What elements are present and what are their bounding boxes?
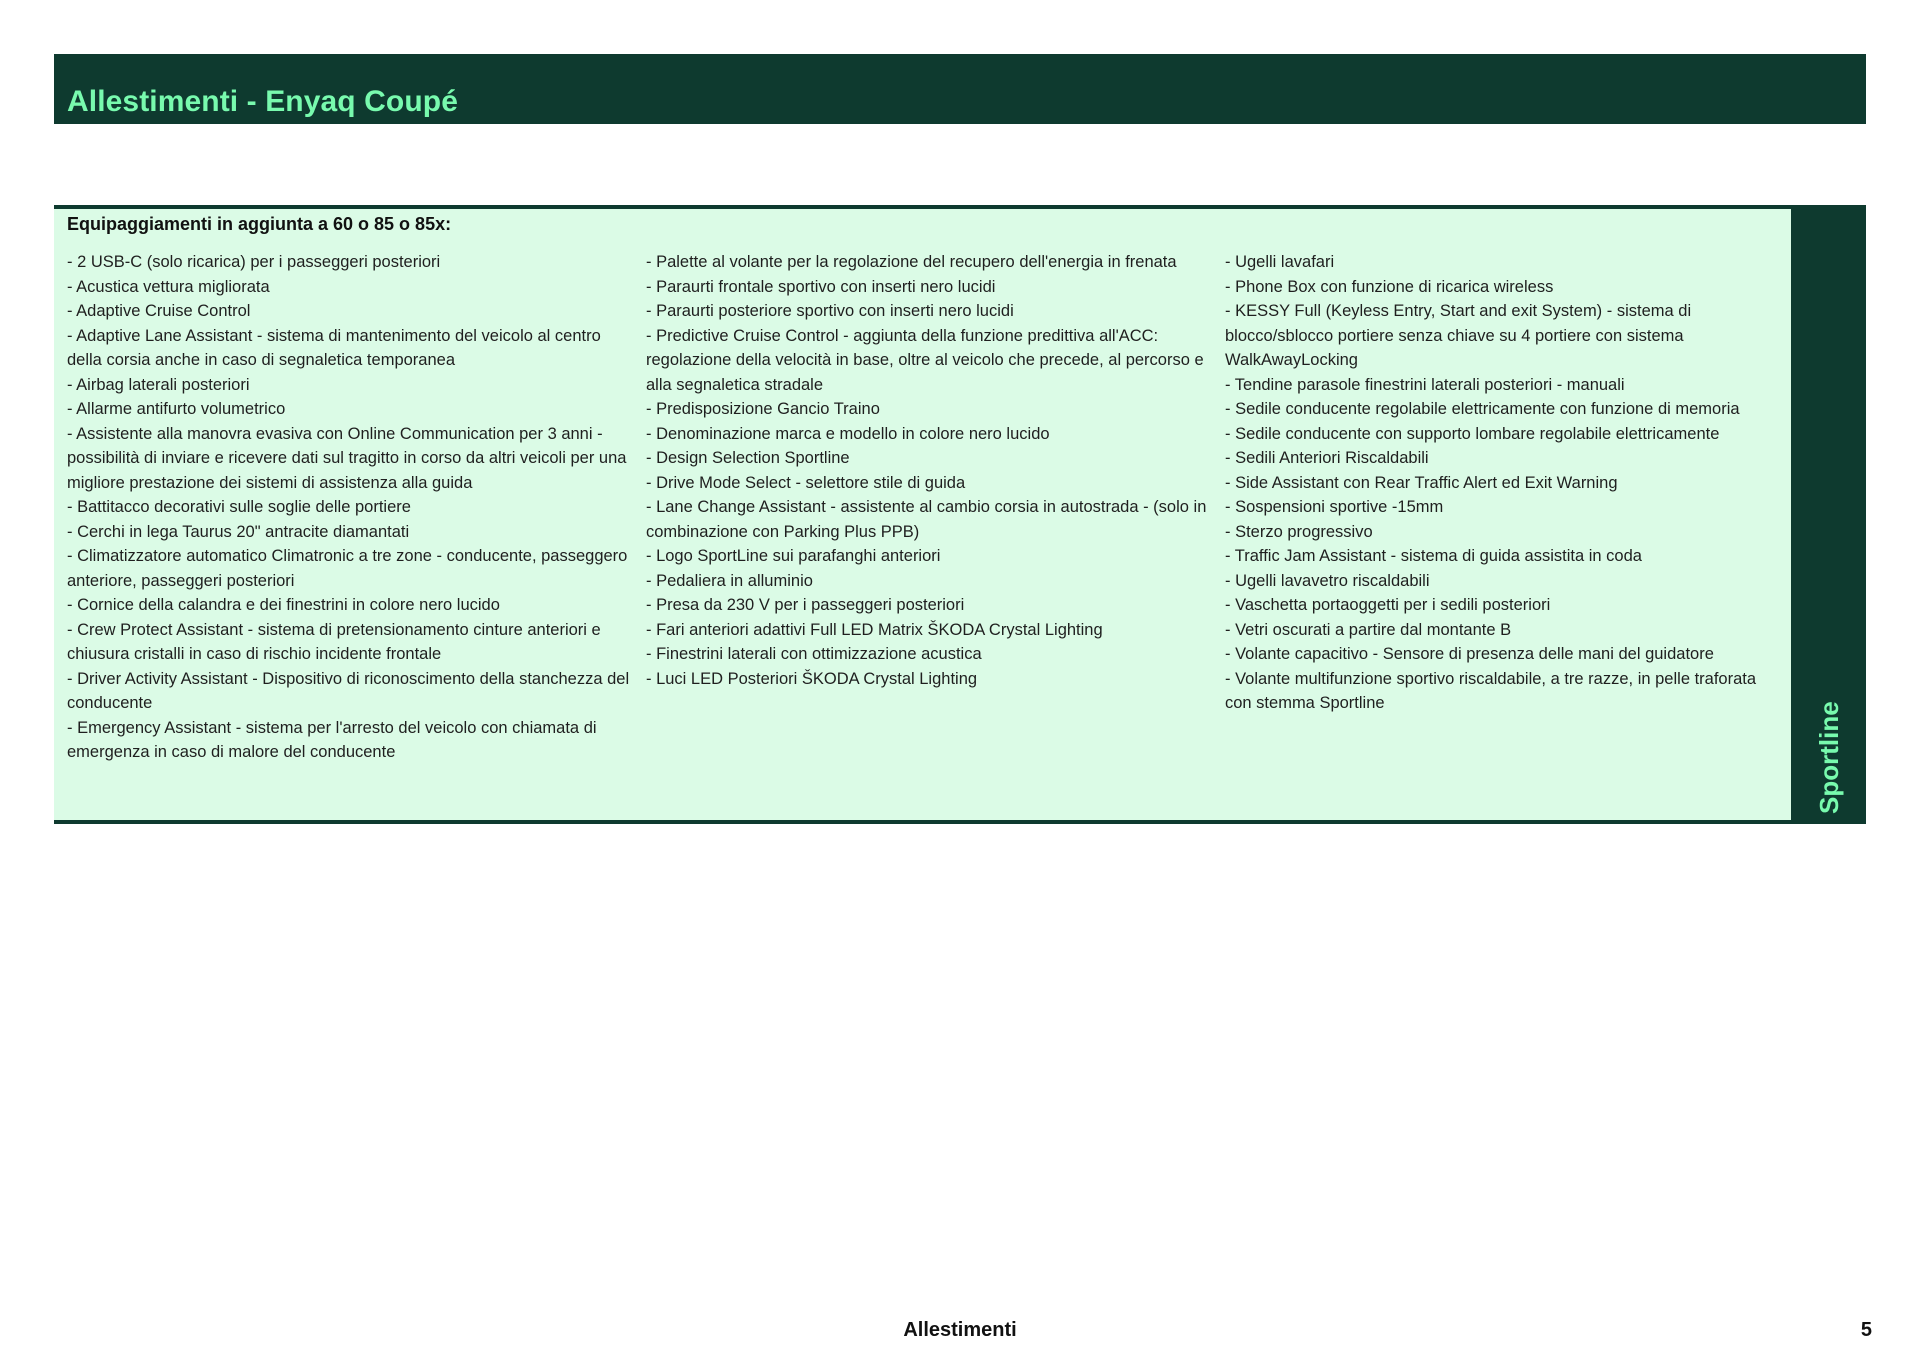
equipment-item: - Sospensioni sportive -15mm	[1225, 498, 1444, 516]
equipment-item: - Denominazione marca e modello in colore nero lucido	[646, 424, 1050, 443]
equipment-item: - Airbag laterali posteriori	[67, 375, 250, 394]
equipment-item: - Phone Box con funzione di ricarica wireless	[1225, 277, 1554, 296]
equipment-item: - Vaschetta portaoggetti per i sedili posteriori	[1225, 596, 1551, 614]
equipment-item: - Design Selection Sportline	[646, 449, 850, 467]
equipment-item: - Paraurti posteriore sportivo con inserti nero lucidi	[646, 302, 1014, 320]
equipment-item: - Adaptive Cruise Control	[67, 302, 251, 320]
equipment-item: - Crew Protect Assistant - sistema di pretensionamento cinture anteriori e chiusura cristalli in caso di rischio incidente frontale	[67, 620, 601, 663]
equipment-item: - Logo SportLine sui parafanghi anteriori	[646, 547, 941, 565]
equipment-item: - Sedile conducente regolabile elettricamente con funzione di memoria	[1225, 400, 1740, 418]
equipment-item: - Cornice della calandra e dei finestrini in colore nero lucido	[67, 596, 500, 614]
equipment-item: - Ugelli lavavetro riscaldabili	[1225, 571, 1430, 590]
page-number: 5	[1860, 1319, 1872, 1341]
equipment-column-3	[1225, 250, 1785, 716]
equipment-item: - Driver Activity Assistant - Dispositivo di riconoscimento della stanchezza del conducente	[67, 669, 630, 712]
equipment-item: - Volante capacitivo - Sensore di presenza delle mani del guidatore	[1225, 645, 1714, 663]
equipment-item: - Side Assistant con Rear Traffic Alert ed Exit Warning	[1225, 473, 1618, 492]
equipment-item: - Ugelli lavafari	[1225, 253, 1335, 271]
equipment-heading: Equipaggiamenti in aggiunta a 60 o 85 o 85x:	[67, 214, 452, 234]
equipment-item: - Luci LED Posteriori ŠKODA Crystal Lighting	[646, 669, 978, 688]
equipment-item: - Battitacco decorativi sulle soglie delle portiere	[67, 498, 411, 516]
equipment-item: - Tendine parasole finestrini laterali posteriori - manuali	[1225, 375, 1625, 394]
trim-section	[54, 205, 1866, 824]
equipment-item: - Vetri oscurati a partire dal montante B	[1225, 620, 1512, 639]
equipment-item: - Sedile conducente con supporto lombare regolabile elettricamente	[1225, 424, 1720, 443]
equipment-item: - 2 USB-C (solo ricarica) per i passeggeri posteriori	[67, 253, 441, 271]
trim-name-sidebar	[1791, 209, 1866, 820]
equipment-item: - Sterzo progressivo	[1225, 522, 1373, 541]
trim-name-label: Sportline	[1813, 701, 1844, 814]
equipment-item: - Cerchi in lega Taurus 20" antracite diamantati	[67, 522, 410, 541]
equipment-item: - Presa da 230 V per i passeggeri posteriori	[646, 596, 965, 614]
equipment-item: - Adaptive Lane Assistant - sistema di mantenimento del veicolo al centro della corsia anche in caso di segnaletica temporanea	[67, 326, 601, 369]
equipment-item: - Traffic Jam Assistant - sistema di guida assistita in coda	[1225, 547, 1642, 565]
equipment-item: - Paraurti frontale sportivo con inserti nero lucidi	[646, 277, 996, 296]
equipment-item: - Assistente alla manovra evasiva con Online Communication per 3 anni - possibilità di inviare e ricevere dati sul tragitto in corso da altri veicoli per una migliore prestazione dei sistemi di assistenza alla guida	[67, 424, 627, 492]
equipment-item: - Lane Change Assistant - assistente al cambio corsia in autostrada - (solo in combinazione con Parking Plus PPB)	[646, 498, 1207, 541]
equipment-column-2	[646, 250, 1214, 691]
footer-title: Allestimenti	[903, 1319, 1017, 1341]
page-header	[54, 54, 1866, 124]
equipment-item: - KESSY Full (Keyless Entry, Start and exit System) - sistema di blocco/sblocco portiere senza chiave su 4 portiere con sistema WalkAwayLocking	[1225, 302, 1692, 369]
equipment-item: - Sedili Anteriori Riscaldabili	[1225, 449, 1429, 467]
equipment-item: - Drive Mode Select - selettore stile di guida	[646, 473, 966, 492]
equipment-item: - Pedaliera in alluminio	[646, 571, 813, 590]
equipment-item: - Fari anteriori adattivi Full LED Matrix ŠKODA Crystal Lighting	[646, 620, 1103, 639]
page-title: Allestimenti - Enyaq Coupé	[67, 85, 458, 118]
equipment-item: - Allarme antifurto volumetrico	[67, 400, 286, 418]
equipment-column-1	[67, 250, 635, 765]
equipment-item: - Climatizzatore automatico Climatronic a tre zone - conducente, passeggero anteriore, passeggeri posteriori	[67, 547, 628, 590]
equipment-item: - Acustica vettura migliorata	[67, 277, 270, 296]
equipment-item: - Finestrini laterali con ottimizzazione acustica	[646, 645, 982, 663]
equipment-item: - Emergency Assistant - sistema per l'arresto del veicolo con chiamata di emergenza in caso di malore del conducente	[67, 718, 597, 761]
equipment-item: - Predictive Cruise Control - aggiunta della funzione predittiva all'ACC: regolazione della velocità in base, oltre al veicolo che precede, al percorso e alla segnaletica stradale	[646, 326, 1204, 394]
trim-equipment-panel	[54, 209, 1791, 820]
equipment-item: - Volante multifunzione sportivo riscaldabile, a tre razze, in pelle traforata con stemma Sportline	[1225, 669, 1757, 712]
equipment-item: - Palette al volante per la regolazione del recupero dell'energia in frenata	[646, 253, 1177, 271]
equipment-item: - Predisposizione Gancio Traino	[646, 400, 880, 418]
